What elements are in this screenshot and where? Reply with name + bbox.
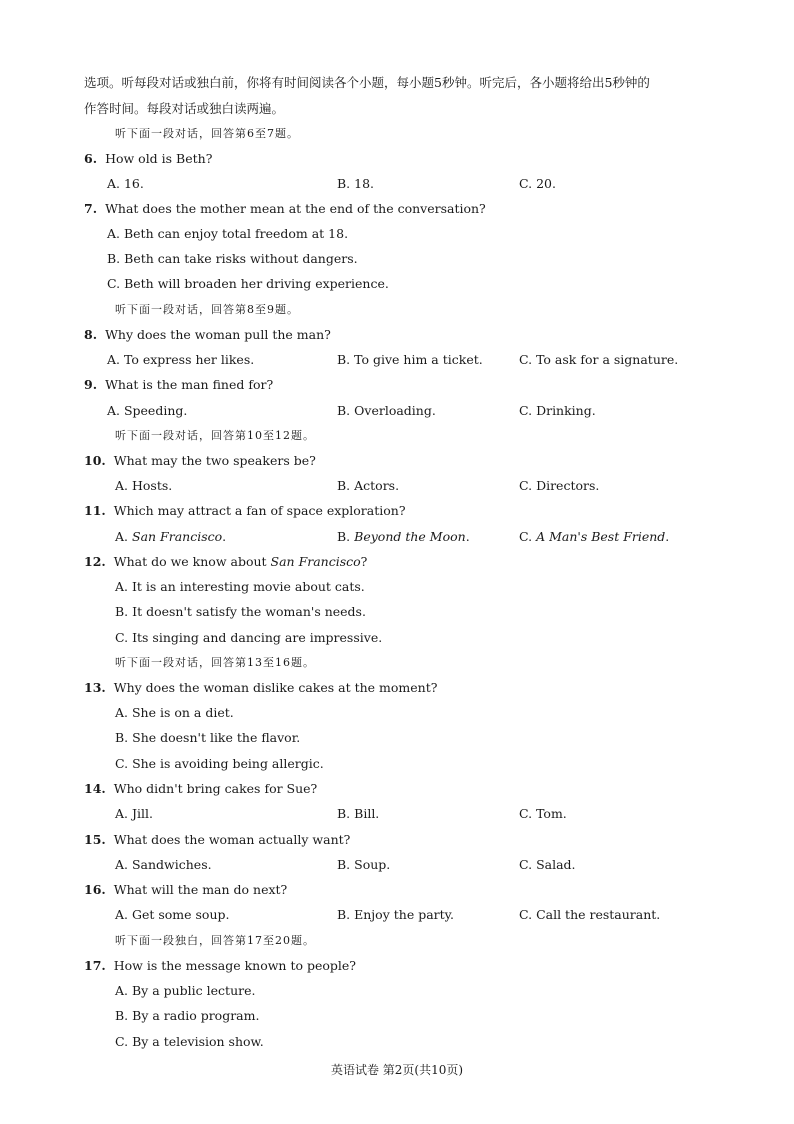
q10-option-a: A. Hosts.: [115, 478, 173, 493]
question-17: [84, 958, 356, 974]
section-note-5: 听下面一段独白，回答第17至20题。: [115, 934, 315, 947]
q14-option-a: A. Jill.: [115, 806, 153, 821]
page-footer: 英语试卷 第2页(共10页): [330, 1063, 464, 1077]
question-number: 13.: [84, 680, 106, 695]
q10-option-b: B. Actors.: [337, 478, 400, 493]
section-note-3: 听下面一段对话，回答第10至12题。: [115, 429, 315, 442]
q7-option-a: A. Beth can enjoy total freedom at 18.: [107, 226, 349, 241]
section-note-4: 听下面一段对话，回答第13至16题。: [115, 656, 315, 669]
q9-option-b: B. Overloading.: [337, 403, 436, 418]
question-text-pre: What do we know about: [113, 554, 267, 569]
question-14: [84, 781, 317, 797]
question-text: How is the message known to people?: [113, 958, 357, 973]
section-note-1: 听下面一段对话，回答第6至7题。: [115, 127, 299, 140]
question-text: What does the woman actually want?: [113, 832, 351, 847]
question-text: Why does the woman dislike cakes at the moment?: [113, 680, 438, 695]
q11-option-c: [519, 529, 669, 545]
q17-option-c: C. By a television show.: [115, 1034, 264, 1049]
q13-option-c: C. She is avoiding being allergic.: [115, 756, 324, 771]
q15-option-a: A. Sandwiches.: [115, 857, 212, 872]
question-13: [84, 680, 437, 696]
question-text: Which may attract a fan of space exploration?: [113, 503, 406, 518]
q12-option-b: B. It doesn't satisfy the woman's needs.: [115, 604, 366, 619]
option-dot: .: [465, 529, 470, 544]
option-title: A Man's Best Friend: [536, 529, 666, 544]
question-text-post: ?: [360, 554, 368, 569]
question-text: Who didn't bring cakes for Sue?: [113, 781, 318, 796]
question-8: [84, 327, 331, 343]
intro-line-2: 作答时间。每段对话或独白读两遍。: [84, 101, 285, 116]
option-dot: .: [665, 529, 670, 544]
question-11: [84, 503, 406, 519]
question-15: [84, 832, 350, 848]
q7-option-c: C. Beth will broaden her driving experience.: [107, 276, 389, 291]
option-letter: C.: [519, 529, 533, 544]
question-text: Why does the woman pull the man?: [105, 327, 331, 342]
question-9: [84, 377, 273, 393]
question-number: 11.: [84, 503, 106, 518]
q8-option-b: B. To give him a ticket.: [337, 352, 483, 367]
q15-option-c: C. Salad.: [519, 857, 576, 872]
question-number: 8.: [84, 327, 98, 342]
q7-option-b: B. Beth can take risks without dangers.: [107, 251, 358, 266]
q12-option-c: C. Its singing and dancing are impressive.: [115, 630, 383, 645]
q14-option-c: C. Tom.: [519, 806, 567, 821]
option-title: Beyond the Moon: [354, 529, 466, 544]
q6-option-c: C. 20.: [519, 176, 556, 191]
question-number: 12.: [84, 554, 106, 569]
section-note-2: 听下面一段对话，回答第8至9题。: [115, 303, 299, 316]
option-title: San Francisco: [132, 529, 223, 544]
q13-option-b: B. She doesn't like the flavor.: [115, 730, 301, 745]
question-10: [84, 453, 316, 469]
q8-option-c: C. To ask for a signature.: [519, 352, 679, 367]
q11-option-a: [115, 529, 226, 545]
q14-option-b: B. Bill.: [337, 806, 380, 821]
q11-option-b: [337, 529, 470, 545]
q8-option-a: A. To express her likes.: [107, 352, 255, 367]
question-7: [84, 201, 486, 217]
question-text: What will the man do next?: [113, 882, 288, 897]
intro-line-1: 选项。听每段对话或独白前，你将有时间阅读各个小题，每小题5秒钟。听完后，各小题将给出5秒钟的: [84, 75, 650, 90]
q9-option-a: A. Speeding.: [107, 403, 188, 418]
option-dot: .: [222, 529, 227, 544]
q16-option-a: A. Get some soup.: [115, 907, 230, 922]
question-12: [84, 554, 367, 570]
q16-option-b: B. Enjoy the party.: [337, 907, 455, 922]
question-16: [84, 882, 287, 898]
option-letter: A.: [115, 529, 129, 544]
question-text: How old is Beth?: [105, 151, 213, 166]
q13-option-a: A. She is on a diet.: [115, 705, 234, 720]
q9-option-c: C. Drinking.: [519, 403, 596, 418]
q16-option-c: C. Call the restaurant.: [519, 907, 661, 922]
question-number: 9.: [84, 377, 98, 392]
question-text-title: San Francisco: [270, 554, 361, 569]
question-number: 16.: [84, 882, 106, 897]
question-6: [84, 151, 212, 167]
q17-option-a: A. By a public lecture.: [115, 983, 256, 998]
q10-option-c: C. Directors.: [519, 478, 600, 493]
question-number: 17.: [84, 958, 106, 973]
question-number: 10.: [84, 453, 106, 468]
question-number: 6.: [84, 151, 98, 166]
q12-option-a: A. It is an interesting movie about cats.: [115, 579, 365, 594]
question-text: What is the man fined for?: [105, 377, 274, 392]
question-number: 7.: [84, 201, 98, 216]
q6-option-b: B. 18.: [337, 176, 375, 191]
question-number: 15.: [84, 832, 106, 847]
question-number: 14.: [84, 781, 106, 796]
question-text: What may the two speakers be?: [113, 453, 316, 468]
q6-option-a: A. 16.: [107, 176, 144, 191]
question-text: What does the mother mean at the end of the conversation?: [105, 201, 486, 216]
q15-option-b: B. Soup.: [337, 857, 391, 872]
option-letter: B.: [337, 529, 351, 544]
q17-option-b: B. By a radio program.: [115, 1008, 260, 1023]
